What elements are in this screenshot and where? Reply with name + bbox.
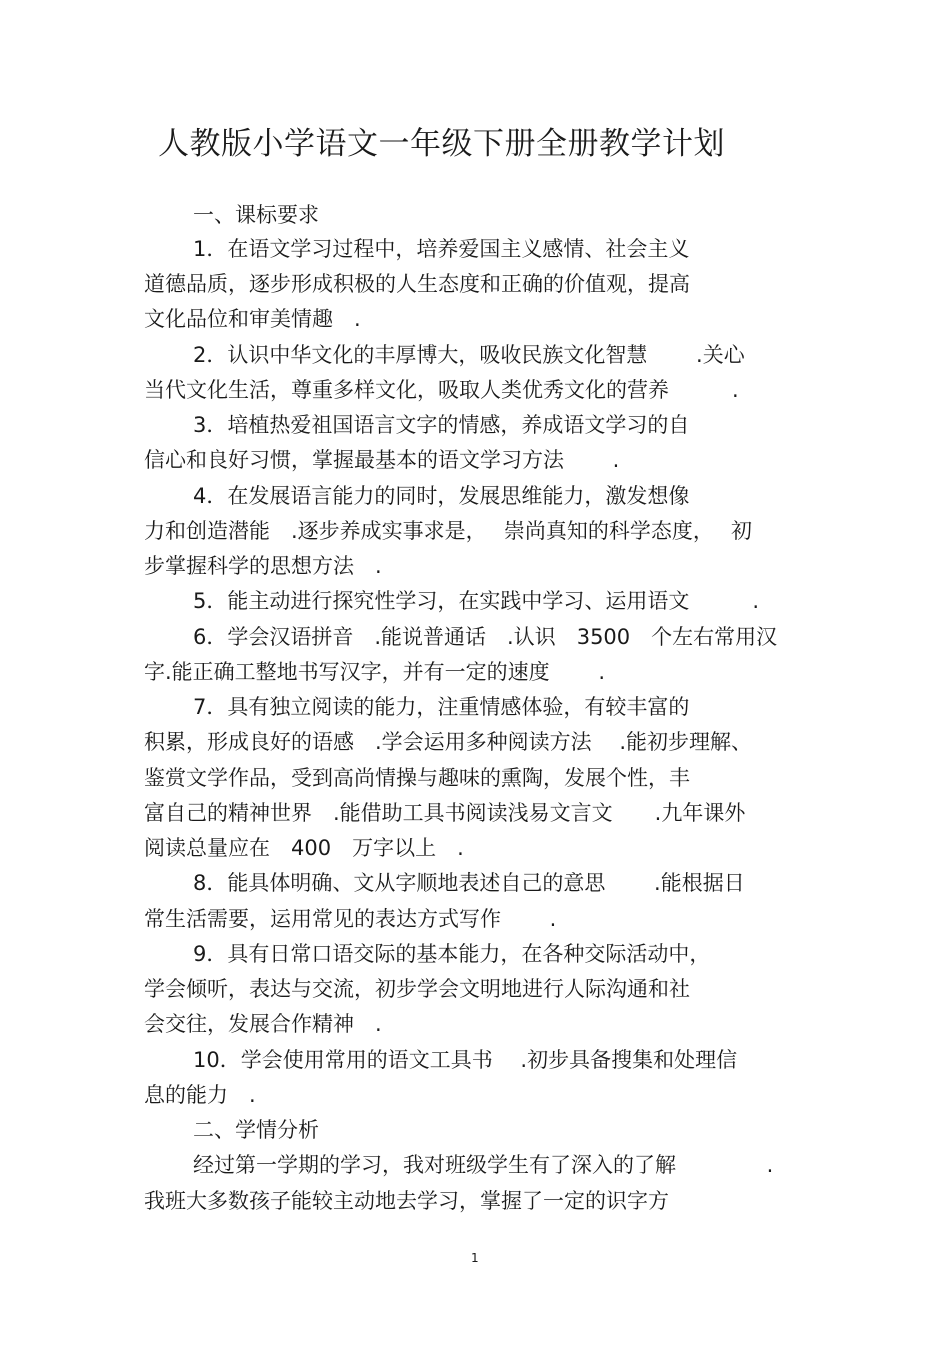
paragraph-line: 3．培植热爱祖国语言文字的情感，养成语文学习的自 xyxy=(193,413,690,437)
paragraph-line: 常生活需要，运用常见的表达方式写作 . xyxy=(144,907,557,931)
paragraph-line: 10．学会使用常用的语文工具书 .初步具备搜集和处理信 xyxy=(193,1048,738,1072)
paragraph-line: 当代文化生活，尊重多样文化，吸取人类优秀文化的营养 . xyxy=(144,378,739,402)
paragraph-line: 4．在发展语言能力的同时，发展思维能力，激发想像 xyxy=(193,484,690,508)
paragraph-line: 6．学会汉语拼音 .能说普通话 .认识 3500 个左右常用汉 xyxy=(193,625,778,649)
paragraph-line: 步掌握科学的思想方法 . xyxy=(144,554,382,578)
paragraph-line: 经过第一学期的学习，我对班级学生有了深入的了解 . xyxy=(193,1153,774,1177)
paragraph-line: 2．认识中华文化的丰厚博大，吸收民族文化智慧 .关心 xyxy=(193,343,745,367)
section-heading: 一、课标要求 xyxy=(193,203,319,227)
paragraph-line: 5．能主动进行探究性学习，在实践中学习、运用语文 . xyxy=(193,589,760,613)
page-title: 人教版小学语文一年级下册全册教学计划 xyxy=(158,126,725,162)
paragraph-line: 8．能具体明确、文从字顺地表述自己的意思 .能根据日 xyxy=(193,871,745,895)
paragraph-line: 积累，形成良好的语感 .学会运用多种阅读方法 .能初步理解、 xyxy=(144,730,753,754)
paragraph-line: 息的能力 . xyxy=(144,1083,256,1107)
paragraph-line: 1．在语文学习过程中，培养爱国主义感情、社会主义 xyxy=(193,237,690,261)
paragraph-line: 道德品质，逐步形成积极的人生态度和正确的价值观，提高 xyxy=(144,272,690,296)
paragraph-line: 会交往，发展合作精神 . xyxy=(144,1012,382,1036)
paragraph-line: 9．具有日常口语交际的基本能力，在各种交际活动中， xyxy=(193,942,711,966)
paragraph-line: 学会倾听，表达与交流，初步学会文明地进行人际沟通和社 xyxy=(144,977,690,1001)
paragraph-line: 阅读总量应在 400 万字以上 . xyxy=(144,836,464,860)
page-number: 1 xyxy=(471,1251,479,1265)
paragraph-line: 信心和良好习惯，掌握最基本的语文学习方法 . xyxy=(144,448,620,472)
paragraph-line: 文化品位和审美情趣 . xyxy=(144,307,361,331)
paragraph-line: 字.能正确工整地书写汉字，并有一定的速度 . xyxy=(144,660,606,684)
paragraph-line: 鉴赏文学作品，受到高尚情操与趣味的熏陶，发展个性，丰 xyxy=(144,766,690,790)
paragraph-line: 富自己的精神世界 .能借助工具书阅读浅易文言文 .九年课外 xyxy=(144,801,746,825)
paragraph-line: 我班大多数孩子能较主动地去学习，掌握了一定的识字方 xyxy=(144,1189,669,1213)
paragraph-line: 力和创造潜能 .逐步养成实事求是， 崇尚真知的科学态度， 初 xyxy=(144,519,753,543)
paragraph-line: 7．具有独立阅读的能力，注重情感体验，有较丰富的 xyxy=(193,695,690,719)
section-heading: 二、学情分析 xyxy=(193,1118,319,1142)
